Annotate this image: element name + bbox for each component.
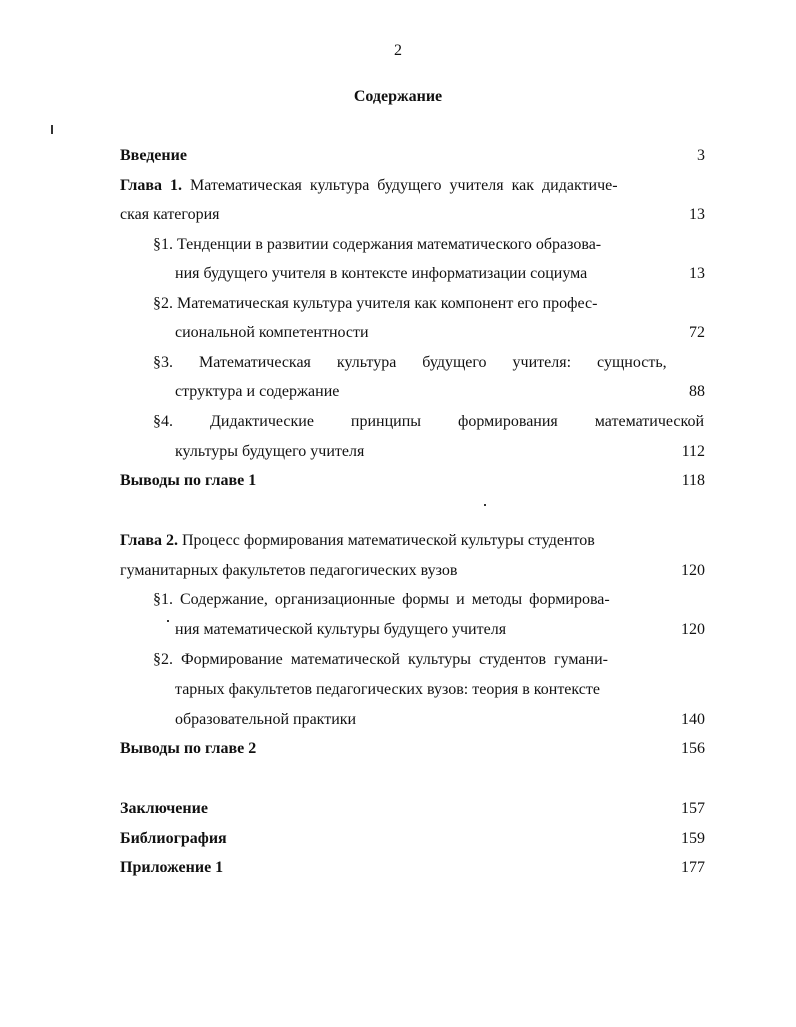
toc-entry-bibliography[interactable]	[120, 824, 705, 854]
chapter-prefix: Глава 2.	[120, 532, 178, 549]
toc-entry-chapter-1[interactable]	[120, 171, 705, 201]
chapter-title-line-2: гуманитарных факультетов педагогических вузов	[120, 562, 458, 579]
toc-entry-label: Заключение	[120, 800, 208, 817]
section-title-line-2: ния будущего учителя в контексте информатизации социума	[175, 265, 588, 282]
toc-entry-label: Приложение 1	[120, 859, 224, 876]
toc-entry-ch2-sec1[interactable]	[120, 585, 705, 615]
toc-entry-chapter-2-cont	[120, 556, 705, 586]
section-prefix: §4.	[153, 413, 173, 430]
toc-page-number: 3	[697, 147, 705, 164]
toc-entry-label: Выводы по главе 1	[120, 472, 257, 489]
section-prefix: §1.	[153, 236, 173, 253]
section-prefix: §3.	[153, 354, 173, 371]
section-title-line-2: сиональной компетентности	[175, 324, 369, 341]
toc-entry-conclusions-ch1[interactable]	[120, 466, 705, 496]
toc-page-number: 156	[681, 740, 705, 757]
chapter-title-line-1: Процесс формирования математической культуры студентов	[182, 532, 595, 549]
toc-entry-ch1-sec3[interactable]	[120, 348, 705, 378]
toc-page-number: 88	[689, 383, 705, 400]
section-title-line-3: образовательной практики	[175, 711, 357, 728]
toc-entry-ch2-sec2[interactable]	[120, 645, 705, 675]
toc-entry-label	[153, 407, 704, 437]
chapter-title-line-2: ская категория	[120, 206, 220, 223]
toc-page-number: 120	[681, 562, 705, 579]
toc-entry-intro[interactable]	[120, 141, 705, 171]
toc-entry-label	[153, 645, 608, 675]
section-title-line-1: Формирование математической культуры студентов гумани-	[181, 651, 608, 668]
toc-entry-chapter-1-cont	[120, 200, 705, 230]
toc-entry-label	[153, 289, 597, 319]
toc-entry-chapter-2[interactable]	[120, 526, 705, 556]
scan-mark	[484, 504, 486, 506]
toc-page-number: 72	[689, 324, 705, 341]
toc-entry-label	[153, 585, 610, 615]
toc-entry-label	[153, 230, 601, 260]
toc-page-number: 118	[681, 472, 705, 489]
section-title-line-1: Содержание, организационные формы и методы формирова-	[180, 591, 610, 608]
toc-entry-ch1-sec2[interactable]	[120, 289, 705, 319]
toc-entry-ch2-sec1-cont	[120, 615, 705, 645]
chapter-title-line-1: Математическая культура будущего учителя как дидактиче-	[190, 177, 618, 194]
section-title-line-1: Математическая культура будущего учителя: сущность,	[199, 354, 667, 371]
toc-entry-ch2-sec2-cont	[120, 675, 705, 705]
scan-mark	[51, 125, 53, 134]
toc-page-number: 120	[681, 621, 705, 638]
section-title-line-1: Тенденции в развитии содержания математического образова-	[177, 236, 602, 253]
section-title-line-2: структура и содержание	[175, 383, 340, 400]
toc-entry-conclusions-ch2[interactable]	[120, 734, 705, 764]
toc-entry-label	[153, 348, 667, 378]
section-title-line-2: тарных факультетов педагогических вузов: теория в контексте	[175, 681, 600, 698]
toc-page-number: 157	[681, 800, 705, 817]
toc-entry-ch1-sec1[interactable]	[120, 230, 705, 260]
toc-page-number: 13	[689, 206, 705, 223]
page-number: 2	[394, 42, 402, 59]
toc-entry-label	[120, 171, 705, 201]
section-prefix: §1.	[153, 591, 173, 608]
toc-entry-label: Библиография	[120, 830, 227, 847]
section-title-line-2: ния математической культуры будущего учителя	[175, 621, 507, 638]
section-title-line-1: Дидактические принципы формирования математической	[210, 413, 705, 430]
section-prefix: §2.	[153, 295, 173, 312]
section-title-line-2: культуры будущего учителя	[175, 443, 365, 460]
toc-entry-ch2-sec2-cont2	[120, 705, 705, 735]
toc-entry-label: Введение	[120, 147, 187, 164]
toc-entry-label: Выводы по главе 2	[120, 740, 257, 757]
toc-entry-label	[120, 526, 595, 556]
toc-entry-conclusion[interactable]	[120, 794, 705, 824]
toc-entry-ch1-sec4-cont	[120, 437, 705, 467]
toc-page-number: 13	[689, 265, 705, 282]
toc-page-number: 112	[681, 443, 705, 460]
page-title: Содержание	[353, 88, 443, 105]
toc-entry-ch1-sec4[interactable]	[120, 407, 705, 437]
toc-page-number: 140	[681, 711, 705, 728]
section-prefix: §2.	[153, 651, 173, 668]
chapter-prefix: Глава 1.	[120, 177, 182, 194]
toc-page-number: 159	[681, 830, 705, 847]
toc-page-number: 177	[681, 859, 705, 876]
toc-entry-appendix[interactable]	[120, 853, 705, 883]
toc-entry-ch1-sec1-cont	[120, 259, 705, 289]
toc-entry-ch1-sec2-cont	[120, 318, 705, 348]
toc-entry-ch1-sec3-cont	[120, 377, 705, 407]
section-title-line-1: Математическая культура учителя как компонент его профес-	[177, 295, 598, 312]
